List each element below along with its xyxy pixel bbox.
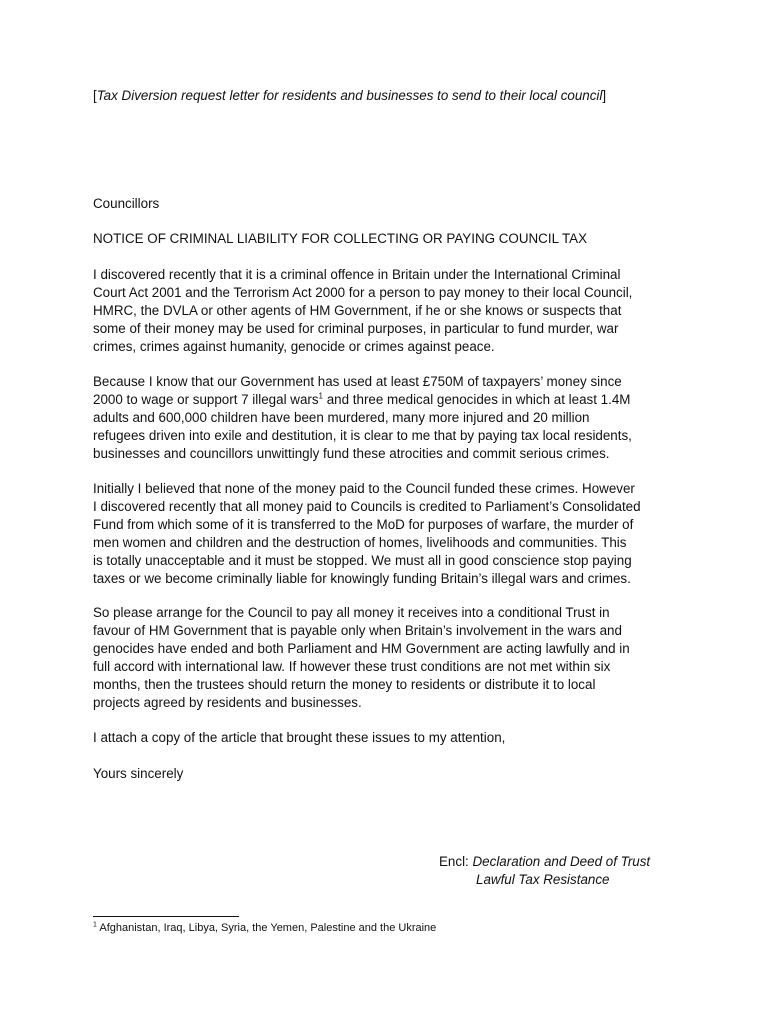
closing: Yours sincerely <box>93 766 184 781</box>
header-note-open-bracket: [ <box>93 88 97 103</box>
paragraph-4-line: projects agreed by residents and businesses. <box>93 694 362 710</box>
enclosure-item-2: Lawful Tax Resistance <box>476 872 610 887</box>
enclosures <box>439 853 650 871</box>
paragraph-1-line: HMRC, the DVLA or other agents of HM Government, if he or she knows or suspects that <box>93 302 622 318</box>
paragraph-1-line: I discovered recently that it is a criminal offence in Britain under the International Criminal <box>93 267 621 282</box>
enclosure-item-1: Declaration and Deed of Trust <box>472 854 651 869</box>
footnote-text: Afghanistan, Iraq, Libya, Syria, the Yemen, Palestine and the Ukraine <box>96 922 437 934</box>
header-note-close-bracket: ] <box>602 88 607 103</box>
footnote-reference: 1 <box>318 391 323 401</box>
paragraph-4-line: months, then the trustees should return the money to residents or distribute it to local <box>93 676 596 692</box>
enclosures-label: Encl: <box>439 854 473 869</box>
paragraph-3-line: Initially I believed that none of the money paid to the Council funded these crimes. However <box>93 481 635 496</box>
paragraph-2-line: refugees driven into exile and destitution, it is clear to me that by paying tax local residents, <box>93 427 632 443</box>
subject-heading: NOTICE OF CRIMINAL LIABILITY FOR COLLECTING OR PAYING COUNCIL TAX <box>93 231 588 246</box>
footnote-separator <box>93 916 239 917</box>
header-note <box>93 87 606 105</box>
paragraph-3-line: taxes or we become criminally liable for knowingly funding Britain’s illegal wars and crimes. <box>93 570 631 586</box>
paragraph-4 <box>93 604 683 711</box>
paragraph-4-line: full accord with international law. If however these trust conditions are not met within six <box>93 658 611 674</box>
footnote-marker: 1 <box>93 921 97 929</box>
paragraph-2-line-2-end: and three medical genocides in which at least 1.4M <box>323 391 631 407</box>
paragraph-2-line <box>93 391 683 409</box>
paragraph-3-line: Fund from which some of it is transferred to the MoD for purposes of warfare, the murder of <box>93 516 634 532</box>
salutation: Councillors <box>93 196 160 211</box>
paragraph-1-line: some of their money may be used for criminal purposes, in particular to fund murder, war <box>93 320 619 336</box>
footnote <box>93 920 436 936</box>
paragraph-1-line: crimes, crimes against humanity, genocide or crimes against peace. <box>93 338 495 354</box>
paragraph-2-line: Because I know that our Government has used at least £750M of taxpayers’ money since <box>93 374 622 389</box>
paragraph-3-line: is totally unacceptable and it must be stopped. We must all in good conscience stop paying <box>93 552 632 568</box>
paragraph-4-line: genocides have ended and both Parliament and HM Government are acting lawfully and in <box>93 640 630 656</box>
paragraph-1 <box>93 266 683 356</box>
paragraph-4-line: favour of HM Government that is payable only when Britain’s involvement in the wars and <box>93 622 622 638</box>
paragraph-5: I attach a copy of the article that brought these issues to my attention, <box>93 730 506 745</box>
paragraph-2-line-2-start: 2000 to wage or support 7 illegal wars <box>93 391 319 407</box>
paragraph-2-line: businesses and councillors unwittingly fund these atrocities and commit serious crimes. <box>93 445 610 461</box>
paragraph-3-line: I discovered recently that all money paid to Councils is credited to Parliament’s Consolidated <box>93 498 641 514</box>
paragraph-4-line: So please arrange for the Council to pay all money it receives into a conditional Trust in <box>93 605 610 620</box>
header-note-text: Tax Diversion request letter for residents and businesses to send to their local council <box>96 88 603 103</box>
paragraph-1-line: Court Act 2001 and the Terrorism Act 2000 for a person to pay money to their local Council, <box>93 284 633 300</box>
paragraph-2-line: adults and 600,000 children have been murdered, many more injured and 20 million <box>93 409 590 425</box>
paragraph-3-line: men women and children and the destruction of homes, livelihoods and communities. This <box>93 534 627 550</box>
paragraph-3 <box>93 480 683 587</box>
paragraph-2 <box>93 373 683 463</box>
